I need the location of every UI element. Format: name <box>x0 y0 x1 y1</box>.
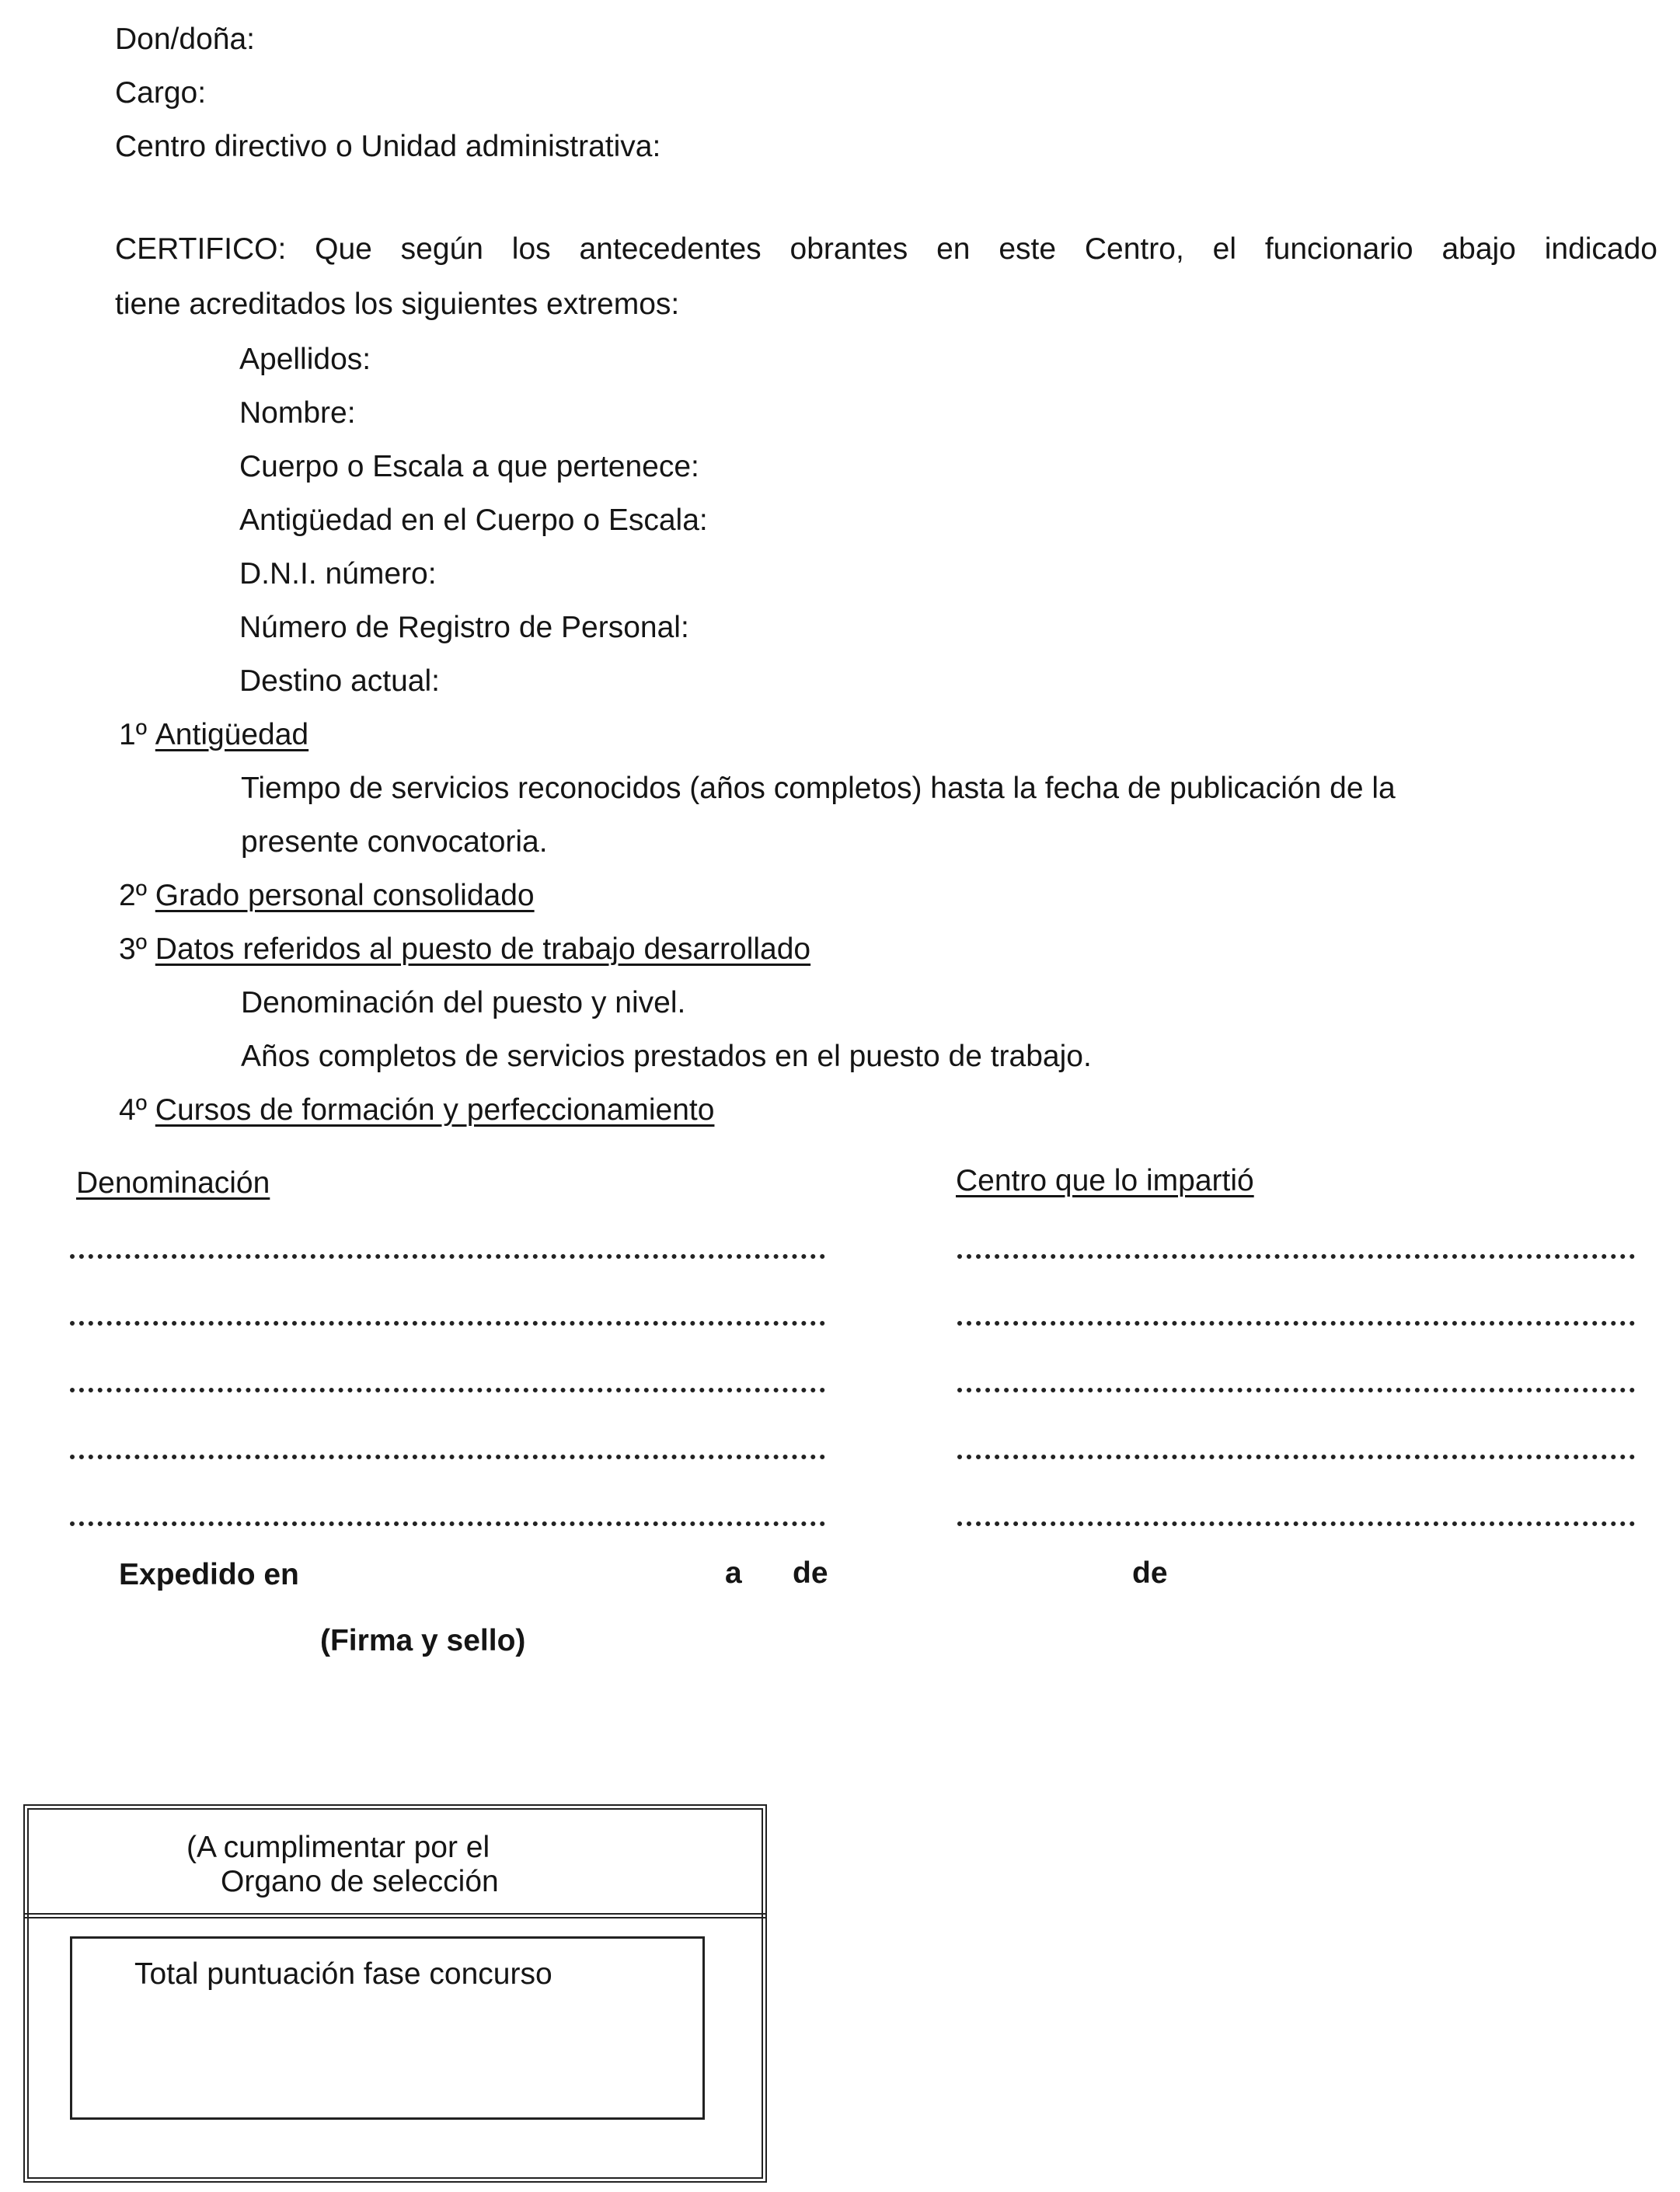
nombre-label: Nombre: <box>239 396 356 430</box>
organo-seleccion-box-divider <box>23 1913 767 1918</box>
centro-directivo-label: Centro directivo o Unidad administrativa: <box>115 130 661 163</box>
date-a-label: a <box>725 1556 742 1590</box>
box-title-line-1: (A cumplimentar por el <box>186 1831 490 1864</box>
certifico-line-2: tiene acreditados los siguientes extremos: <box>115 288 680 321</box>
section-1-heading <box>119 717 308 753</box>
courses-col-centro-header: Centro que lo impartió <box>956 1164 1254 1197</box>
denominacion-dotted-line-3[interactable] <box>70 1388 825 1392</box>
centro-dotted-line-1[interactable] <box>957 1254 1635 1259</box>
denominacion-dotted-line-1[interactable] <box>70 1254 825 1259</box>
section-3-text-1: Denominación del puesto y nivel. <box>241 986 686 1019</box>
courses-col-denominacion-header: Denominación <box>76 1166 270 1200</box>
destino-actual-label: Destino actual: <box>239 664 440 698</box>
section-3-label: Datos referidos al puesto de trabajo desarrollado <box>155 932 811 966</box>
section-2-number: 2º <box>119 879 147 912</box>
section-3-heading <box>119 932 810 967</box>
apellidos-label: Apellidos: <box>239 343 371 376</box>
section-1-text-1: Tiempo de servicios reconocidos (años completos) hasta la fecha de publicación de la <box>241 772 1396 805</box>
don-dona-label: Don/doña: <box>115 23 255 56</box>
certifico-line-1: CERTIFICO: Que según los antecedentes obrantes en este Centro, el funcionario abajo indicado <box>115 232 1657 266</box>
antiguedad-cuerpo-label: Antigüedad en el Cuerpo o Escala: <box>239 504 708 537</box>
section-4-heading <box>119 1093 714 1128</box>
denominacion-dotted-line-4[interactable] <box>70 1455 825 1459</box>
section-1-text-2: presente convocatoria. <box>241 825 548 859</box>
centro-dotted-line-5[interactable] <box>957 1521 1635 1526</box>
section-4-label: Cursos de formación y perfeccionamiento <box>155 1093 715 1127</box>
section-3-text-2: Años completos de servicios prestados en el puesto de trabajo. <box>241 1040 1092 1073</box>
denominacion-dotted-line-5[interactable] <box>70 1521 825 1526</box>
registro-personal-label: Número de Registro de Personal: <box>239 611 689 644</box>
total-puntuacion-label: Total puntuación fase concurso <box>134 1957 552 1991</box>
date-de-label-1: de <box>793 1556 828 1590</box>
expedido-en-label: Expedido en <box>119 1558 299 1591</box>
section-2-label: Grado personal consolidado <box>155 879 535 912</box>
section-3-number: 3º <box>119 932 147 966</box>
section-1-label: Antigüedad <box>155 718 309 751</box>
section-4-number: 4º <box>119 1093 147 1127</box>
section-1-number: 1º <box>119 718 147 751</box>
centro-dotted-line-4[interactable] <box>957 1455 1635 1459</box>
centro-dotted-line-2[interactable] <box>957 1321 1635 1326</box>
box-title-line-2: Organo de selección <box>221 1865 499 1898</box>
denominacion-dotted-line-2[interactable] <box>70 1321 825 1326</box>
cargo-label: Cargo: <box>115 76 207 110</box>
section-2-heading <box>119 878 535 914</box>
date-de-label-2: de <box>1132 1556 1168 1590</box>
cuerpo-escala-label: Cuerpo o Escala a que pertenece: <box>239 450 699 483</box>
centro-dotted-line-3[interactable] <box>957 1388 1635 1392</box>
dni-label: D.N.I. número: <box>239 557 437 591</box>
firma-sello-label: (Firma y sello) <box>320 1624 526 1657</box>
